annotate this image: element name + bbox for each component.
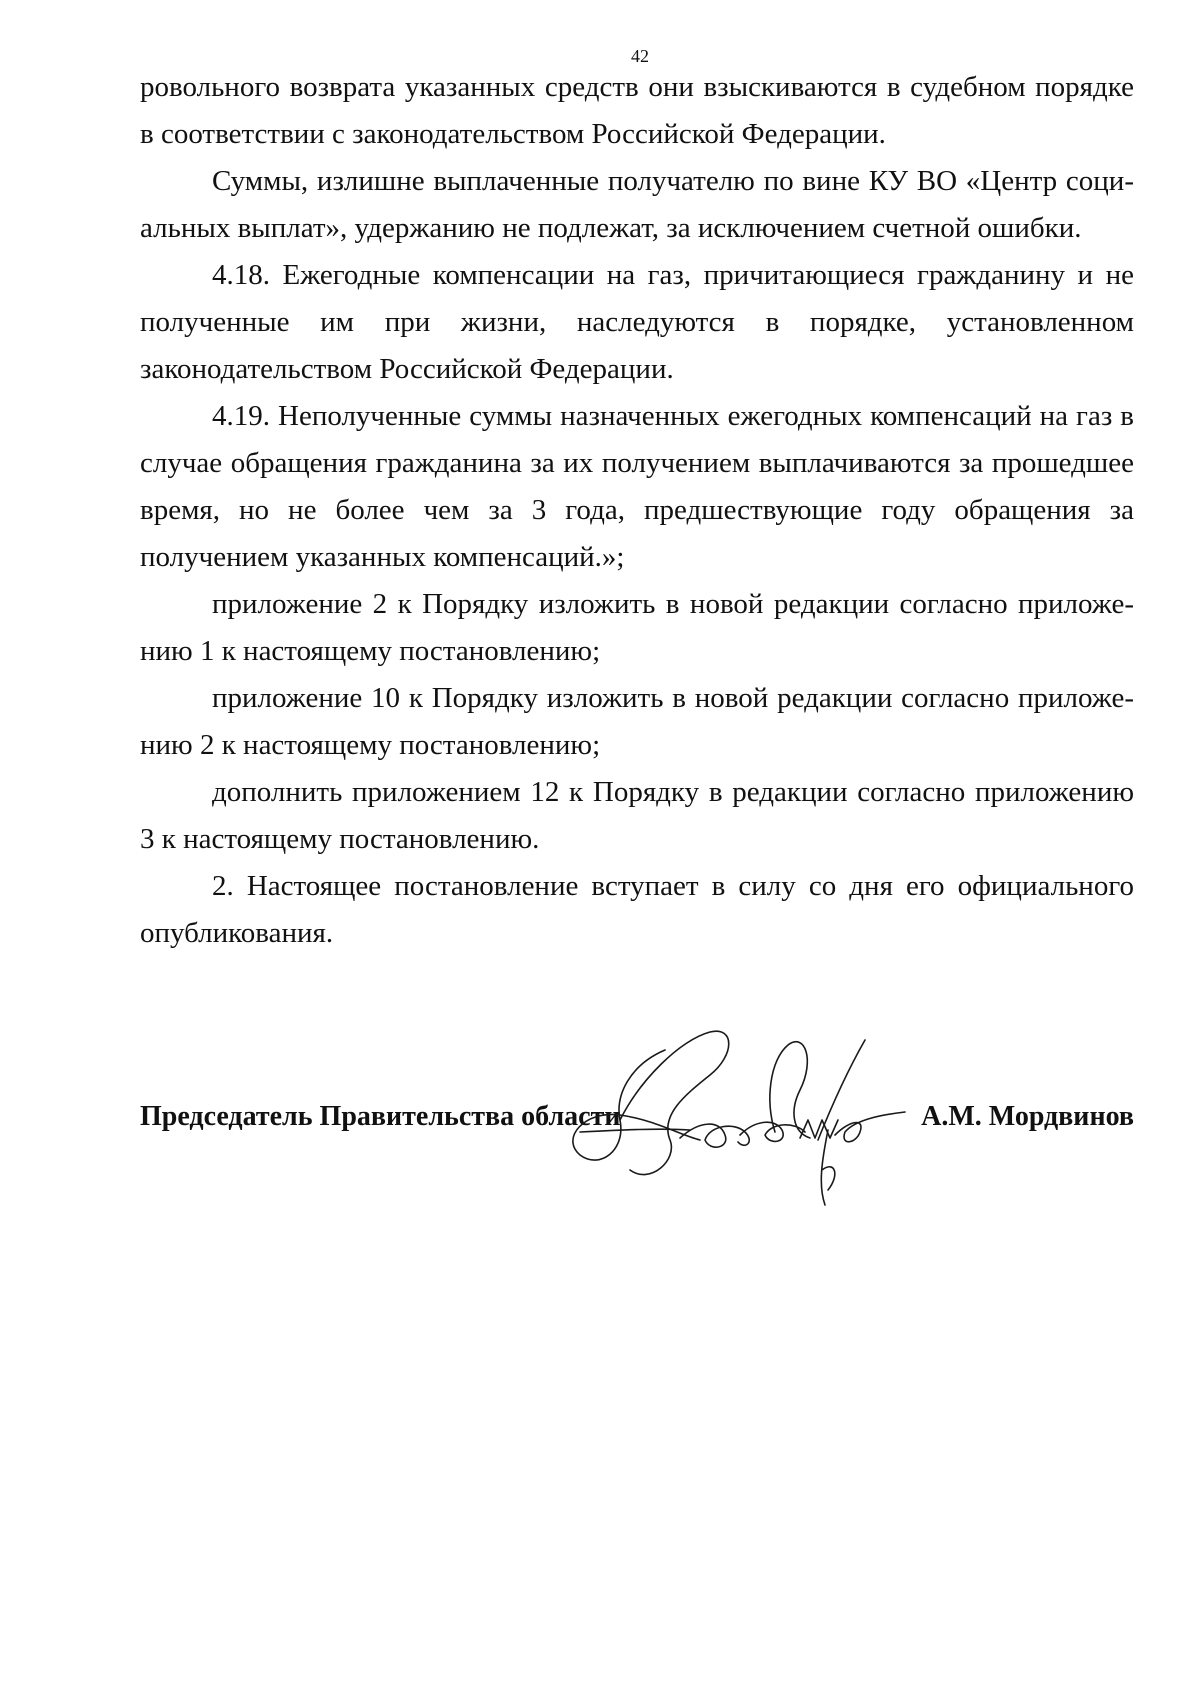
paragraph-4-19: 4.19. Неполученные суммы назначенных ежегодных компенсаций на газ в случае обращения гражданина за их получением выплачиваются за прошедшее время, но не более чем за 3 года, предшествующие году обращения за получением указанных компенсаций.»; (140, 400, 1134, 573)
paragraph-appendix-2: приложение 2 к Порядку изложить в новой редакции согласно приложению 1 к настоящему постановлению; (140, 588, 1134, 667)
paragraph-appendix-12: дополнить приложением 12 к Порядку в редакции согласно приложению 3 к настоящему постановлению. (140, 776, 1134, 855)
paragraph-4-18: 4.18. Ежегодные компенсации на газ, причитающиеся гражданину и не полученные им при жизни, наследуются в порядке, установленном законодательством Российской Федерации. (140, 259, 1134, 385)
paragraph-effective-date: 2. Настоящее постановление вступает в силу со дня его официального опубликования. (140, 870, 1134, 949)
handwritten-signature-icon (560, 1020, 940, 1220)
paragraph-overpayment: Суммы, излишне выплаченные получателю по вине КУ ВО «Центр социальных выплат», удержанию не подлежат, за исключением счетной ошибки. (140, 165, 1134, 244)
signatory-name: А.М. Мордвинов (921, 1101, 1134, 1132)
page-number: 42 (631, 46, 649, 66)
paragraph-continuation: ровольного возврата указанных средств они взыскиваются в судебном порядке в соответствии с законодательством Российской Федерации. (140, 71, 1134, 150)
document-body (140, 64, 1134, 957)
signatory-title: Председатель Правительства области (140, 1101, 621, 1132)
paragraph-appendix-10: приложение 10 к Порядку изложить в новой редакции согласно приложению 2 к настоящему постановлению; (140, 682, 1134, 761)
